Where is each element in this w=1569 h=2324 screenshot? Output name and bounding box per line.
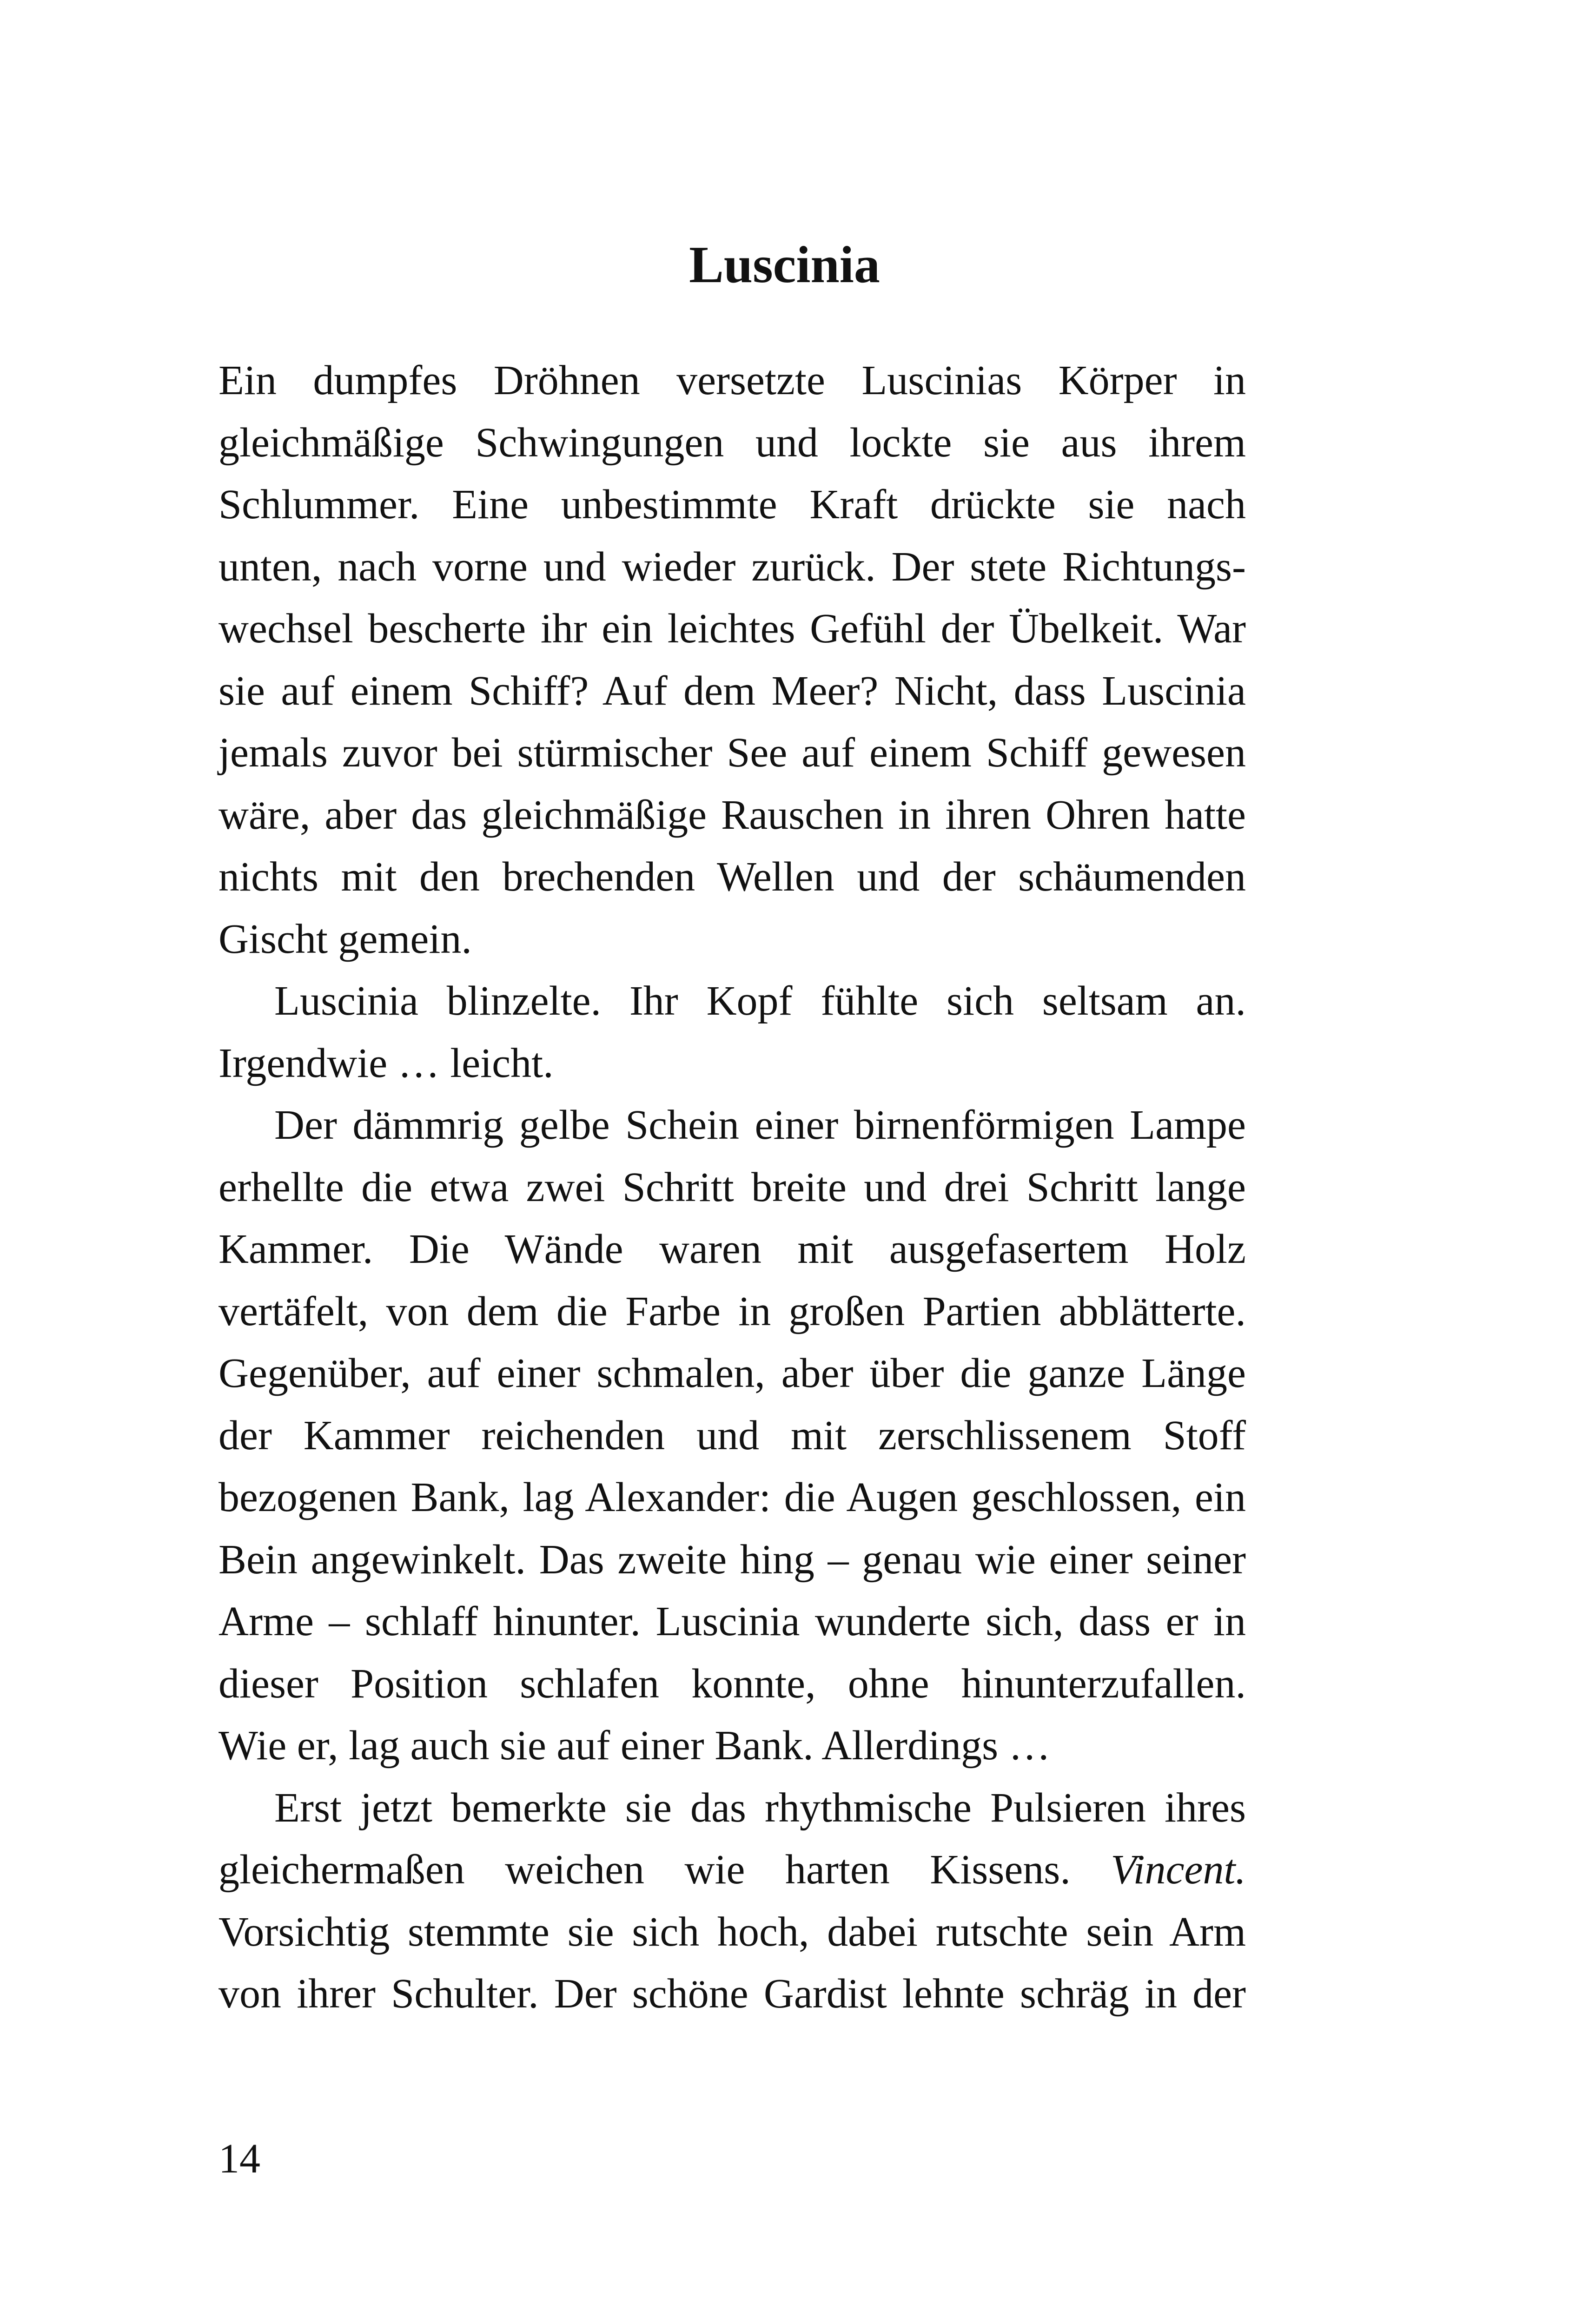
text-line: Gegenüber, auf einer schmalen, aber über die ganze Länge xyxy=(218,1350,1246,1396)
text-line: Erst jetzt bemerkte sie das rhythmische Pulsieren ihres xyxy=(274,1784,1246,1831)
text-line: von ihrer Schulter. Der schöne Gardist lehnte schräg in der xyxy=(218,1971,1246,2017)
text-line: Vorsichtig stemmte sie sich hoch, dabei rutschte sein Arm xyxy=(218,1908,1246,1955)
text-line: nichts mit den brechenden Wellen und der schäumenden xyxy=(218,854,1246,900)
text-line: Gischt gemein. xyxy=(218,916,472,962)
text-line: Wie er, lag auch sie auf einer Bank. Allerdings … xyxy=(218,1723,1051,1769)
text-line: jemals zuvor bei stürmischer See auf einem Schiff gewesen xyxy=(218,730,1246,776)
text-segment: gleichermaßen weichen wie harten Kissens. xyxy=(218,1847,1111,1893)
text-line: vertäfelt, von dem die Farbe in großen Partien abblätterte. xyxy=(218,1288,1246,1334)
paragraph-4 xyxy=(218,1777,1246,2025)
paragraph-2 xyxy=(218,970,1246,1094)
text-line: gleichmäßige Schwingungen und lockte sie aus ihrem xyxy=(218,419,1246,466)
paragraph-3 xyxy=(218,1094,1246,1777)
text-line: dieser Position schlafen konnte, ohne hinunterzufallen. xyxy=(218,1660,1246,1707)
text-line xyxy=(218,1839,1246,1901)
text-line: wechsel bescherte ihr ein leichtes Gefühl der Übelkeit. War xyxy=(218,606,1246,652)
text-line: der Kammer reichenden und mit zerschlissenem Stoff xyxy=(218,1412,1246,1459)
body-text xyxy=(218,350,1246,2025)
text-line: Arme – schlaff hinunter. Luscinia wunderte sich, dass er in xyxy=(218,1598,1246,1644)
text-line: Der dämmrig gelbe Schein einer birnenförmigen Lampe xyxy=(274,1102,1246,1148)
text-line: Ein dumpfes Dröhnen versetzte Luscinias Körper in xyxy=(218,357,1246,403)
text-line: Schlummer. Eine unbestimmte Kraft drückte sie nach xyxy=(218,482,1246,528)
chapter-title: Luscinia xyxy=(689,236,880,294)
text-line: wäre, aber das gleichmäßige Rauschen in ihren Ohren hatte xyxy=(218,792,1246,838)
text-line: Bein angewinkelt. Das zweite hing – genau wie einer seiner xyxy=(218,1536,1246,1583)
text-line: erhellte die etwa zwei Schritt breite und drei Schritt lange xyxy=(218,1164,1246,1210)
text-line: Luscinia blinzelte. Ihr Kopf fühlte sich seltsam an. xyxy=(274,978,1246,1024)
text-line: unten, nach vorne und wieder zurück. Der stete Richtungs- xyxy=(218,543,1246,590)
text-line: Irgendwie … leicht. xyxy=(218,1040,554,1086)
text-line: bezogenen Bank, lag Alexander: die Augen geschlossen, ein xyxy=(218,1474,1246,1520)
italic-name: Vincent. xyxy=(1111,1847,1246,1893)
text-line: sie auf einem Schiff? Auf dem Meer? Nicht, dass Luscinia xyxy=(218,667,1246,714)
page-number: 14 xyxy=(218,2136,260,2182)
text-line: Kammer. Die Wände waren mit ausgefasertem Holz xyxy=(218,1226,1246,1272)
paragraph-1 xyxy=(218,350,1246,970)
